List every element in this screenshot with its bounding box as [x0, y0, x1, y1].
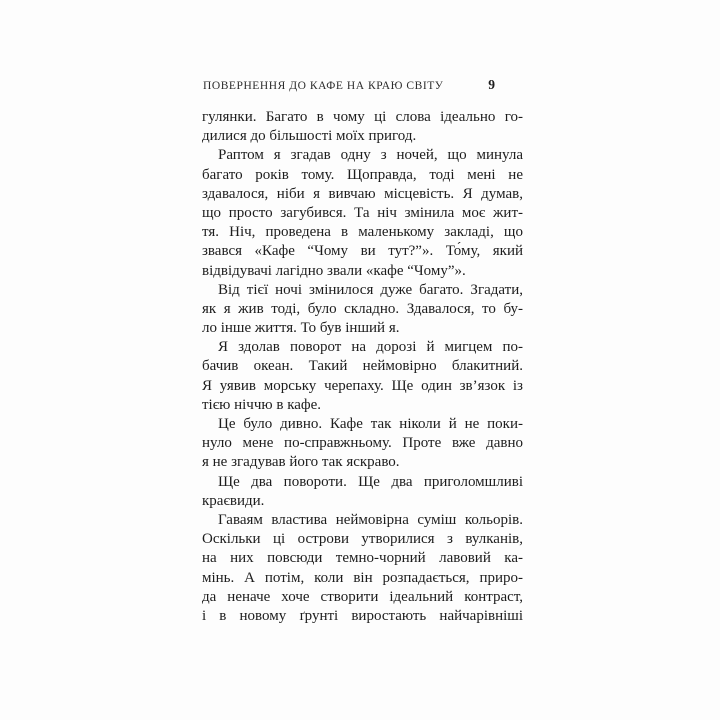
- text-line: здавалося, ніби я вивчаю місцевість. Я думав,: [202, 185, 523, 202]
- text-line: тією ніччю в кафе.: [202, 396, 322, 413]
- text-line: гулянки. Багато в чому ці слова ідеально го-: [202, 109, 523, 125]
- text-column: [202, 108, 523, 626]
- text-line: як я жив тоді, було складно. Здавалося, то бу-: [202, 300, 523, 317]
- text-line: тя. Ніч, проведена в маленькому закладі, що: [202, 224, 523, 241]
- text-line: Раптом я згадав одну з ночей, що минула: [218, 147, 523, 164]
- text-line: багато років тому. Щоправда, тоді мені не: [202, 166, 523, 183]
- text-line: да неначе хоче створити ідеальний контраст,: [202, 588, 523, 605]
- text-line: що просто загубився. Та ніч змінила моє жит-: [202, 204, 523, 221]
- running-title: ПОВЕРНЕННЯ ДО КАФЕ НА КРАЮ СВІТУ: [203, 80, 444, 92]
- text-line: Я уявив морську черепаху. Ще один зв’язок із: [202, 377, 523, 394]
- text-line: дилися до більшості моїх пригод.: [202, 128, 417, 145]
- running-header: [203, 77, 495, 93]
- text-line: Від тієї ночі змінилося дуже багато. Згадати,: [218, 281, 523, 298]
- text-line: мінь. А потім, коли він розпадається, приро-: [202, 569, 523, 586]
- text-line: нуло мене по-справжньому. Проте вже давно: [202, 435, 523, 452]
- text-line: відвідувачі лагідно звали «кафе “Чому”».: [202, 262, 466, 279]
- text-line: Я здолав поворот на дорозі й мигцем по-: [218, 339, 523, 356]
- text-line: на них повсюди темно-чорний лавовий ка-: [202, 550, 523, 567]
- text-line: Оскільки ці острови утворилися з вулканів,: [202, 531, 523, 548]
- text-line: Гаваям властива неймовірна суміш кольорів.: [218, 511, 523, 528]
- page-number: 9: [488, 77, 495, 92]
- text-line: звався «Кафе “Чому ви тут?”». То́му, який: [202, 243, 523, 260]
- text-line: Це було дивно. Кафе так ніколи й не поки-: [218, 416, 523, 432]
- text-line: ло інше життя. То був інший я.: [202, 320, 400, 337]
- text-line: бачив океан. Такий неймовірно блакитний.: [202, 358, 523, 375]
- text-line: краєвиди.: [202, 492, 265, 509]
- text-line: і в новому ґрунті виростають найчарівніші: [202, 607, 523, 624]
- text-line: Ще два повороти. Ще два приголомшливі: [218, 473, 523, 490]
- text-line: я не згадував його так яскраво.: [202, 454, 400, 471]
